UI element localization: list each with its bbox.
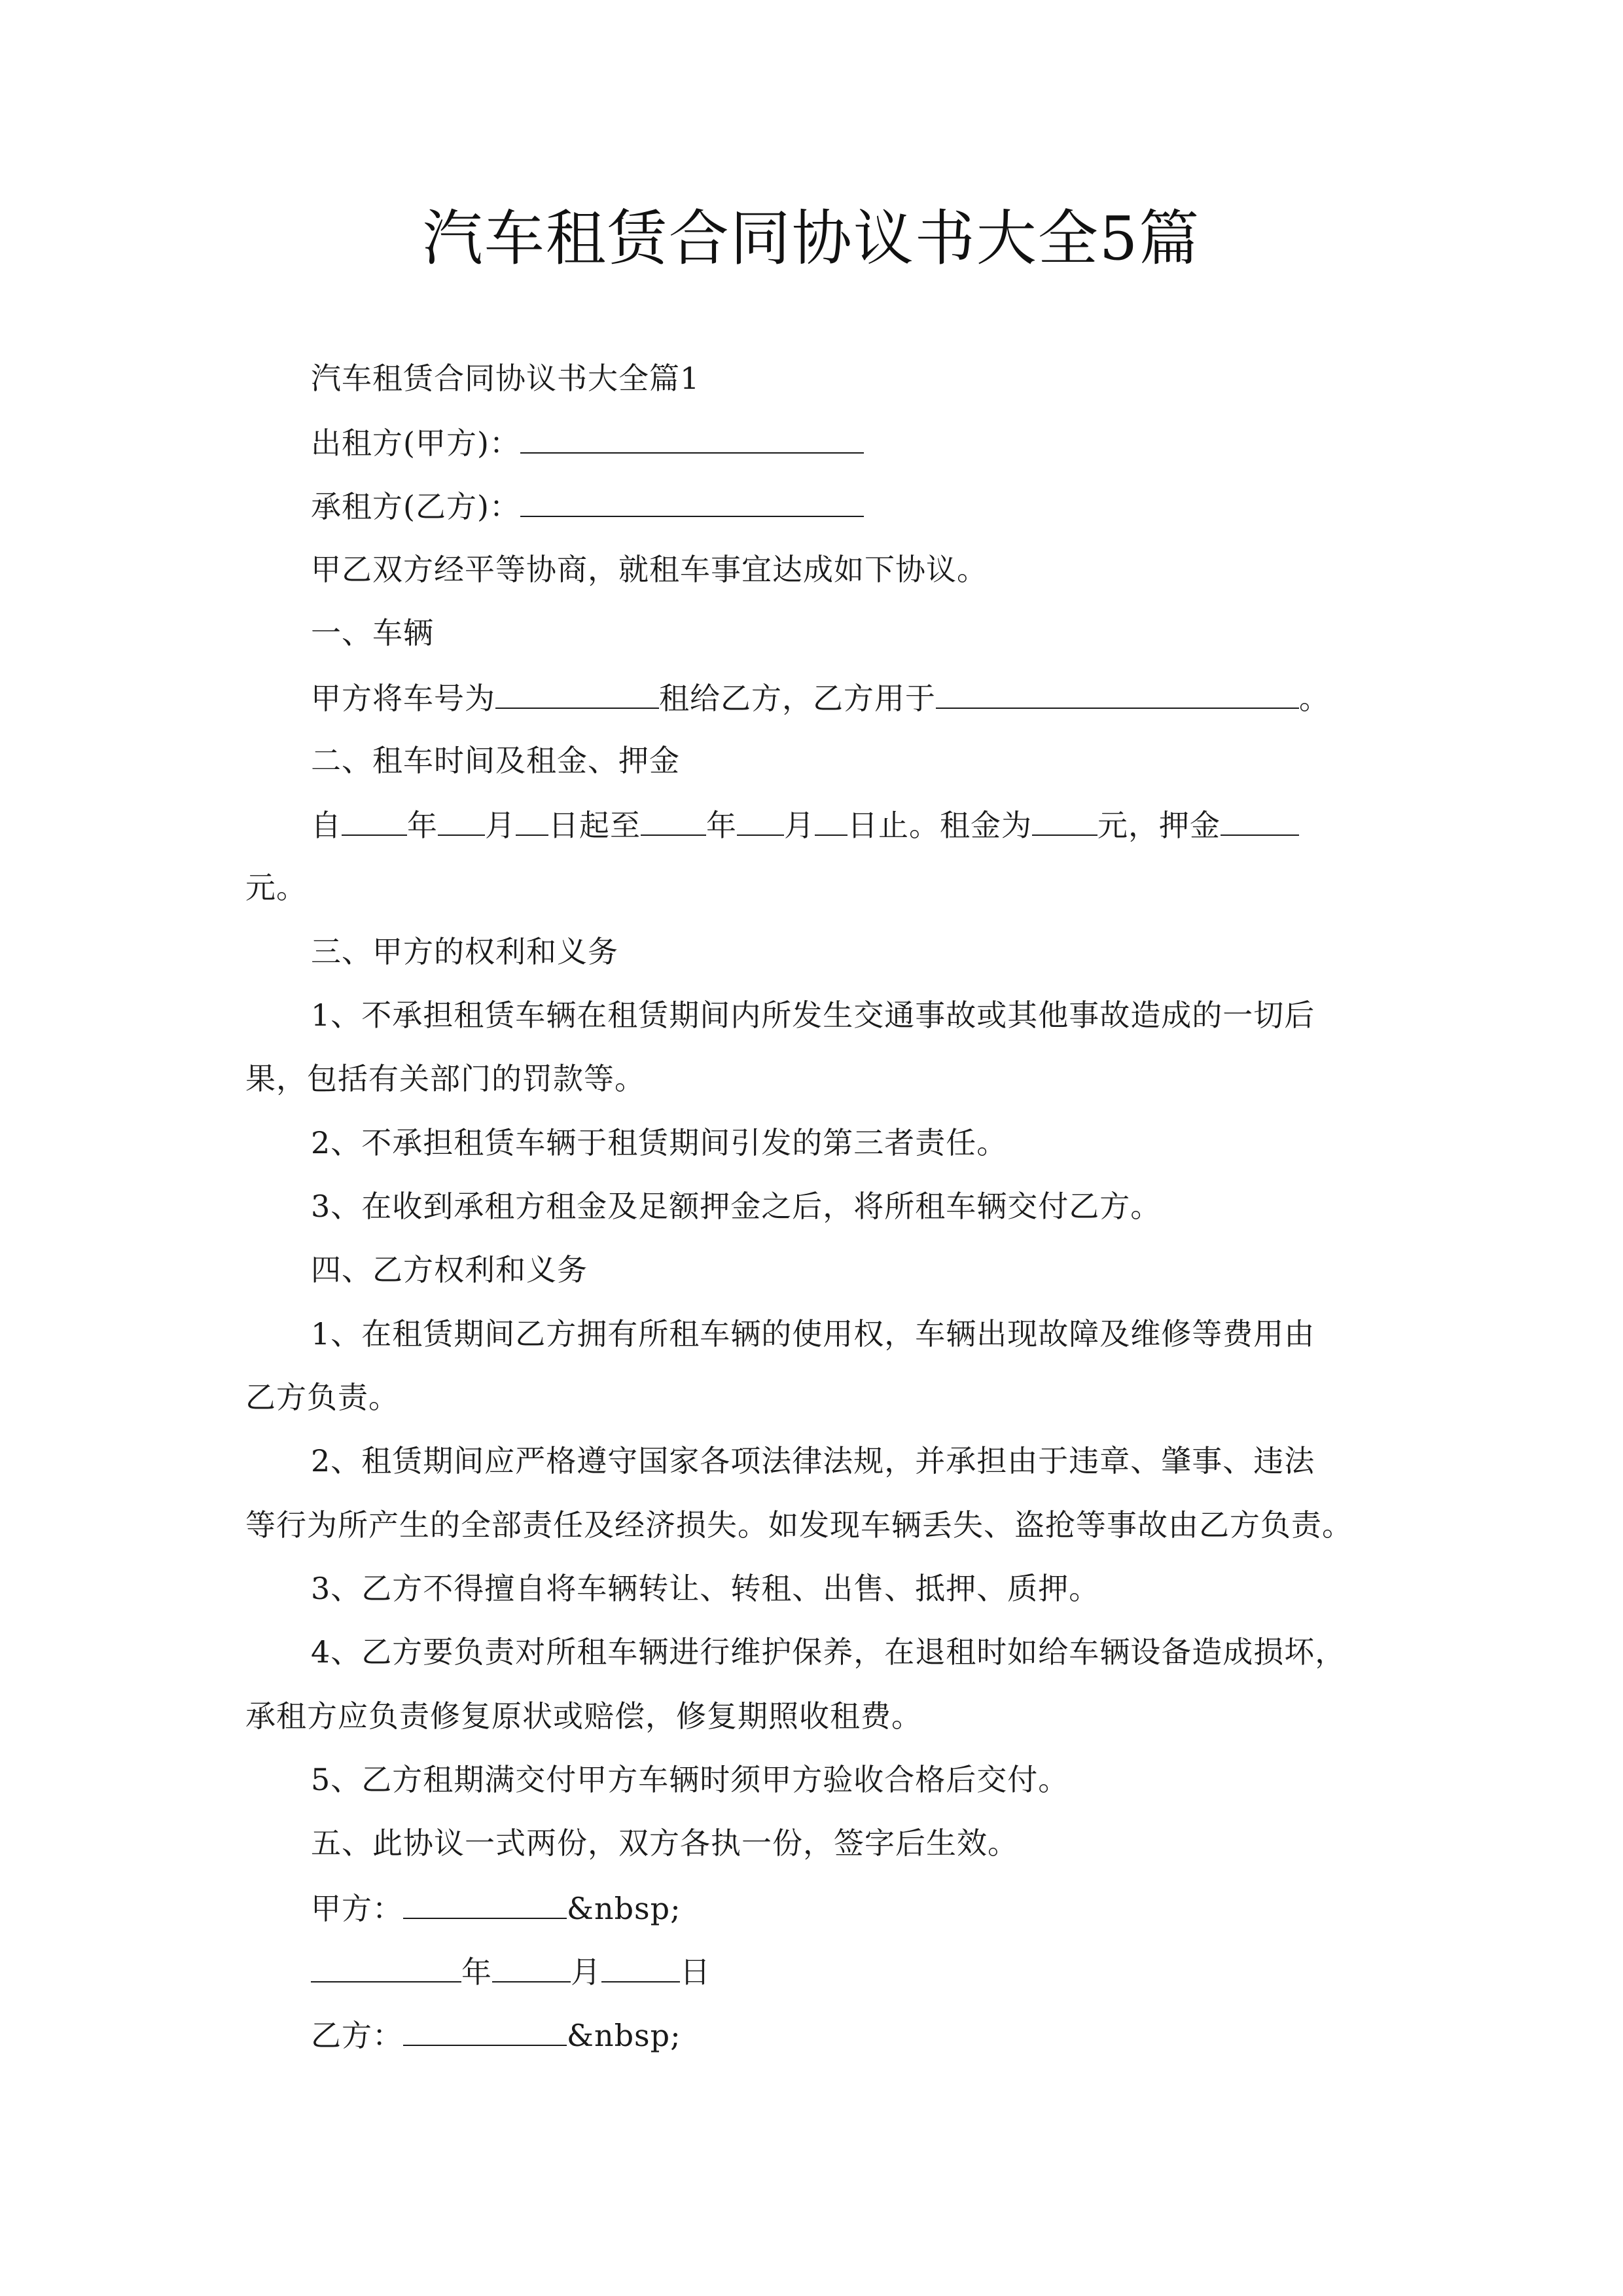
text-deposit: 元，押金 [1097, 808, 1221, 843]
lessee-name-blank [520, 486, 864, 517]
intro-paragraph: 甲乙双方经平等协商，就租车事宜达成如下协议。 [311, 552, 988, 587]
party-a-label: 甲方： [311, 1891, 403, 1926]
party-b-signature-line [245, 2015, 1450, 2055]
section4-item2-line1: 2、租赁期间应严格遵守国家各项法律法规，并承担由于违章、肇事、违法 [311, 1443, 1315, 1479]
party-a-signature-blank [403, 1888, 567, 1919]
section3-item2: 2、不承担租赁车辆于租赁期间引发的第三者责任。 [311, 1125, 1008, 1160]
rent-amount-blank [1032, 804, 1097, 836]
section2-paragraph-line2: 元。 [245, 870, 307, 905]
date-year-blank [311, 1951, 461, 1982]
text-month-2: 月 [784, 808, 815, 843]
text-rent: 日止。租金为 [847, 808, 1032, 843]
section1-paragraph [245, 677, 1450, 718]
section3-item1-line1: 1、不承担租赁车辆在租赁期间内所发生交通事故或其他事故造成的一切后 [311, 997, 1315, 1033]
section4-item3: 3、乙方不得擅自将车辆转让、转租、出售、抵押、质押。 [311, 1571, 1100, 1606]
signing-date-line [245, 1951, 1450, 1992]
deposit-amount-blank [1221, 804, 1299, 836]
section4-item4-line1: 4、乙方要负责对所租车辆进行维护保养，在退租时如给车辆设备造成损坏， [311, 1634, 1346, 1670]
lessor-label: 出租方(甲方)： [311, 425, 520, 461]
section3-item3: 3、在收到承租方租金及足额押金之后，将所租车辆交付乙方。 [311, 1189, 1162, 1224]
end-year-blank [641, 804, 706, 836]
document-subtitle: 汽车租赁合同协议书大全篇1 [311, 361, 700, 396]
end-month-blank [737, 804, 784, 836]
section4-item2-line2: 等行为所产生的全部责任及经济损失。如发现车辆丢失、盗抢等事故由乙方负责。 [245, 1507, 1353, 1543]
date-month-label: 月 [571, 1954, 601, 1990]
text-year-2: 年 [706, 808, 737, 843]
section2-heading: 二、租车时间及租金、押金 [311, 743, 680, 778]
date-day-label: 日 [680, 1954, 711, 1990]
section3-item1-line2: 果，包括有关部门的罚款等。 [245, 1061, 645, 1096]
section1-text-c: 。 [1299, 681, 1330, 716]
text-year: 年 [407, 808, 438, 843]
lessee-label: 承租方(乙方)： [311, 489, 520, 524]
text-until: 日起至 [548, 808, 641, 843]
start-day-blank [516, 804, 548, 836]
section5-paragraph: 五、此协议一式两份，双方各执一份，签字后生效。 [311, 1825, 1018, 1861]
party-b-suffix: &nbsp; [567, 2018, 681, 2053]
party-b-signature-blank [403, 2015, 567, 2046]
document-title: 汽车租赁合同协议书大全5篇 [422, 204, 1201, 274]
start-month-blank [438, 804, 485, 836]
party-a-suffix: &nbsp; [567, 1891, 681, 1926]
party-a-signature-line [245, 1888, 1450, 1928]
end-day-blank [815, 804, 847, 836]
date-month-blank [492, 1951, 571, 1982]
text-from: 自 [311, 808, 342, 843]
section3-heading: 三、甲方的权利和义务 [311, 934, 618, 969]
start-year-blank [342, 804, 407, 836]
usage-blank [936, 677, 1299, 709]
section4-item1-line2: 乙方负责。 [245, 1380, 399, 1415]
section1-text-a: 甲方将车号为 [311, 681, 495, 716]
date-year-label: 年 [461, 1954, 492, 1990]
section1-text-b: 租给乙方，乙方用于 [659, 681, 936, 716]
lessor-name-blank [520, 422, 864, 454]
party-b-label: 乙方： [311, 2018, 403, 2053]
text-month: 月 [485, 808, 516, 843]
section4-item1-line1: 1、在租赁期间乙方拥有所租车辆的使用权，车辆出现故障及维修等费用由 [311, 1316, 1315, 1352]
lessor-line [245, 422, 1450, 463]
lessee-line [245, 486, 1450, 526]
section4-heading: 四、乙方权利和义务 [311, 1252, 588, 1287]
section2-paragraph-line1 [245, 804, 1450, 845]
section1-heading: 一、车辆 [311, 615, 434, 651]
section4-item5: 5、乙方租期满交付甲方车辆时须甲方验收合格后交付。 [311, 1762, 1069, 1797]
plate-number-blank [495, 677, 659, 709]
date-day-blank [601, 1951, 680, 1982]
section4-item4-line2: 承租方应负责修复原状或赔偿，修复期照收租费。 [245, 1698, 922, 1734]
